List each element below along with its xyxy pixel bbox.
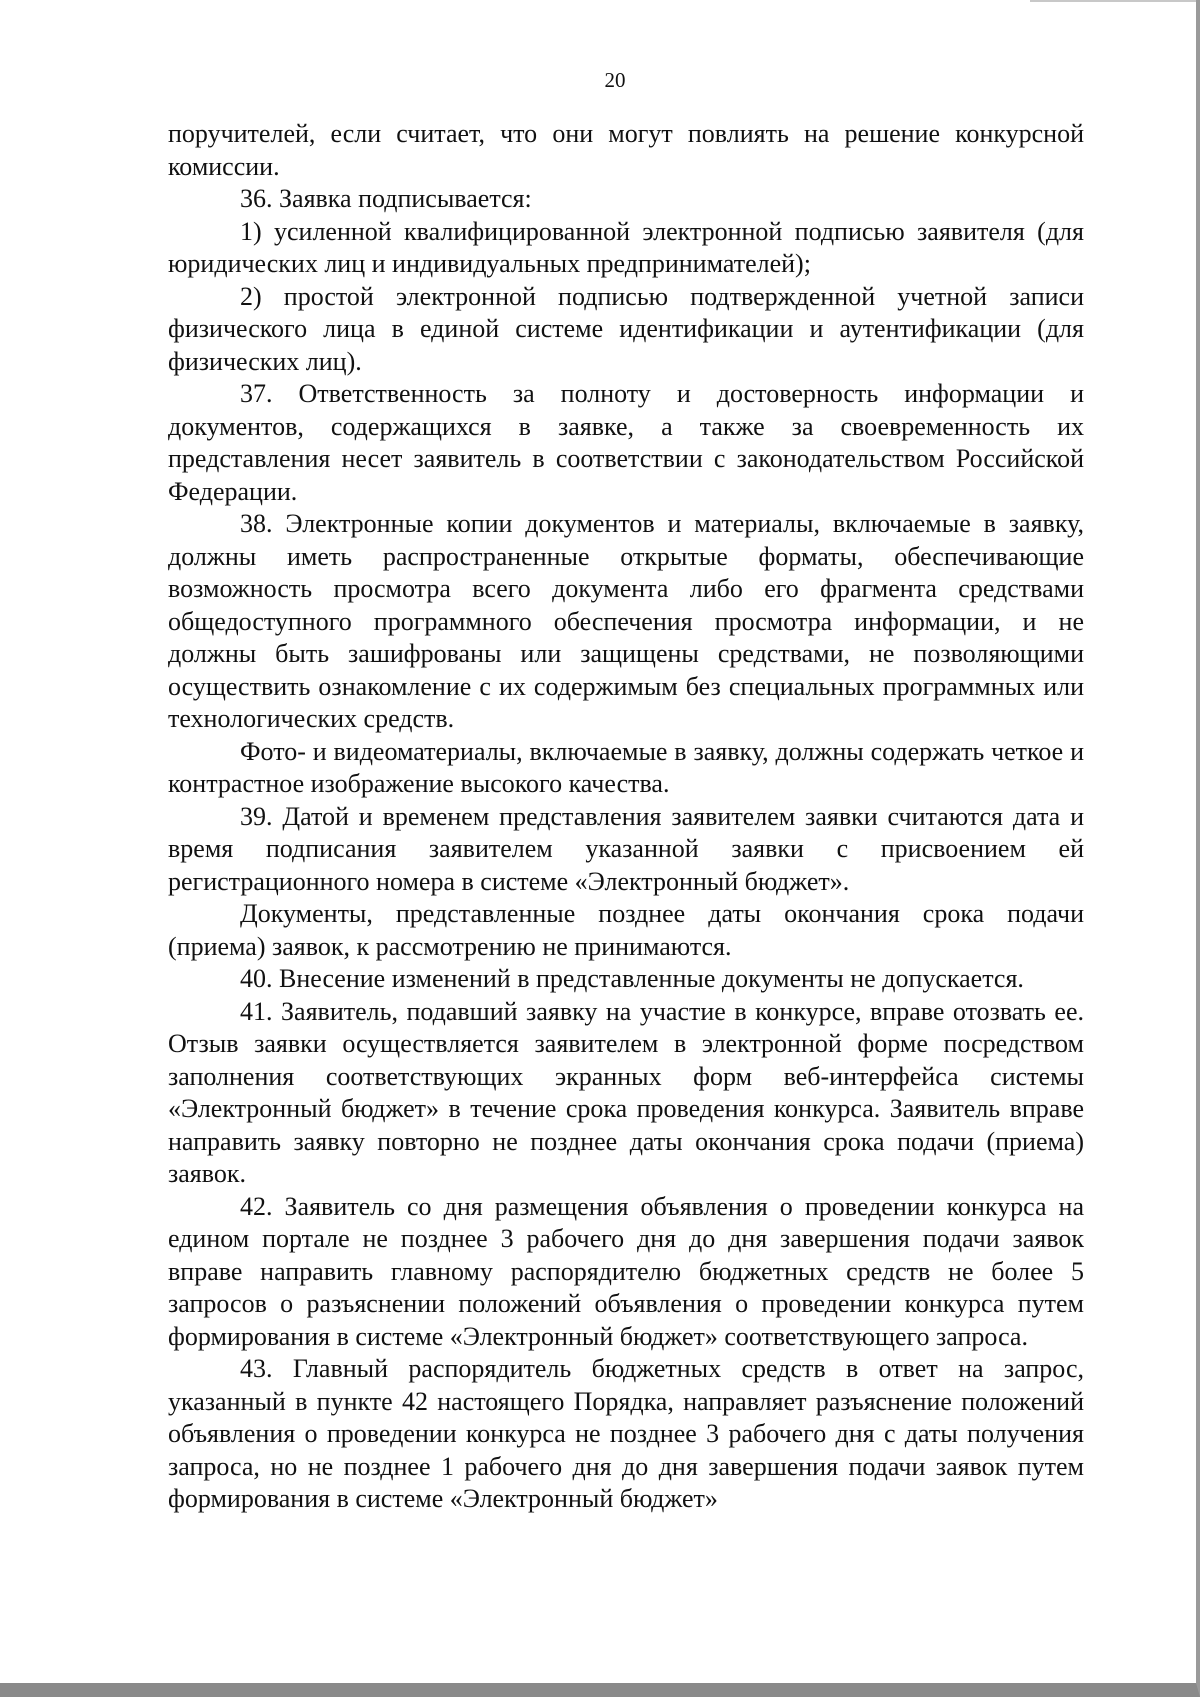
- paragraph: 1) усиленной квалифицированной электронной подписью заявителя (для юридических лиц и индивидуальных предпринимателей);: [168, 216, 1084, 278]
- paragraph: 43. Главный распорядитель бюджетных средств в ответ на запрос, указанный в пункте 42 настоящего Порядка, направляет разъяснение положений объявления о проведении конкурса не позднее 3 рабочего дня с даты получения запроса, но не позднее 1 рабочего дня до дня завершения подачи заявок путем формирования в системе «Электронный бюджет»: [168, 1354, 1084, 1513]
- paragraph: 41. Заявитель, подавший заявку на участие в конкурсе, вправе отозвать ее. Отзыв заявки осуществляется заявителем в электронной форме посредством заполнения соответствующих экранных форм веб-интерфейса системы «Электронный бюджет» в течение срока проведения конкурса. Заявитель вправе направить заявку повторно не позднее даты окончания срока подачи (приема) заявок.: [168, 996, 1084, 1188]
- paragraph: 38. Электронные копии документов и материалы, включаемые в заявку, должны иметь распространенные открытые форматы, обеспечивающие возможность просмотра всего документа либо его фрагмента средствами общедоступного программного обеспечения просмотра информации, и не должны быть зашифрованы или защищены средствами, не позволяющими осуществить ознакомление с их содержимым без специальных программных или технологических средств.: [168, 509, 1084, 733]
- page-number: 20: [604, 68, 626, 92]
- paragraph: 42. Заявитель со дня размещения объявления о проведении конкурса на едином портале не позднее 3 рабочего дня до дня завершения подачи заявок вправе направить главному распорядителю бюджетных средств не более 5 запросов о разъяснении положений объявления о проведении конкурса путем формирования в системе «Электронный бюджет» соответствующего запроса.: [168, 1191, 1084, 1351]
- paragraph: 37. Ответственность за полноту и достоверность информации и документов, содержащихся в заявке, а также за своевременность их представления несет заявитель в соответствии с законодательством Российской Федерации.: [168, 379, 1084, 506]
- paragraph: 40. Внесение изменений в представленные документы не допускается.: [240, 964, 1024, 993]
- paragraph: 36. Заявка подписывается:: [240, 184, 532, 213]
- document-body: [168, 118, 1084, 1516]
- scan-edge-mark: [1030, 0, 1200, 2]
- paragraph: Документы, представленные позднее даты окончания срока подачи (приема) заявок, к рассмотрению не принимаются.: [168, 899, 1084, 961]
- paragraph: Фото- и видеоматериалы, включаемые в заявку, должны содержать четкое и контрастное изображение высокого качества.: [168, 736, 1084, 798]
- paragraph: 39. Датой и временем представления заявителем заявки считаются дата и время подписания заявителем указанной заявки с присвоением ей регистрационного номера в системе «Электронный бюджет».: [168, 801, 1084, 896]
- paragraph: 2) простой электронной подписью подтвержденной учетной записи физического лица в единой системе идентификации и аутентификации (для физических лиц).: [168, 281, 1084, 376]
- paragraph: поручителей, если считает, что они могут повлиять на решение конкурсной комиссии.: [168, 119, 1084, 181]
